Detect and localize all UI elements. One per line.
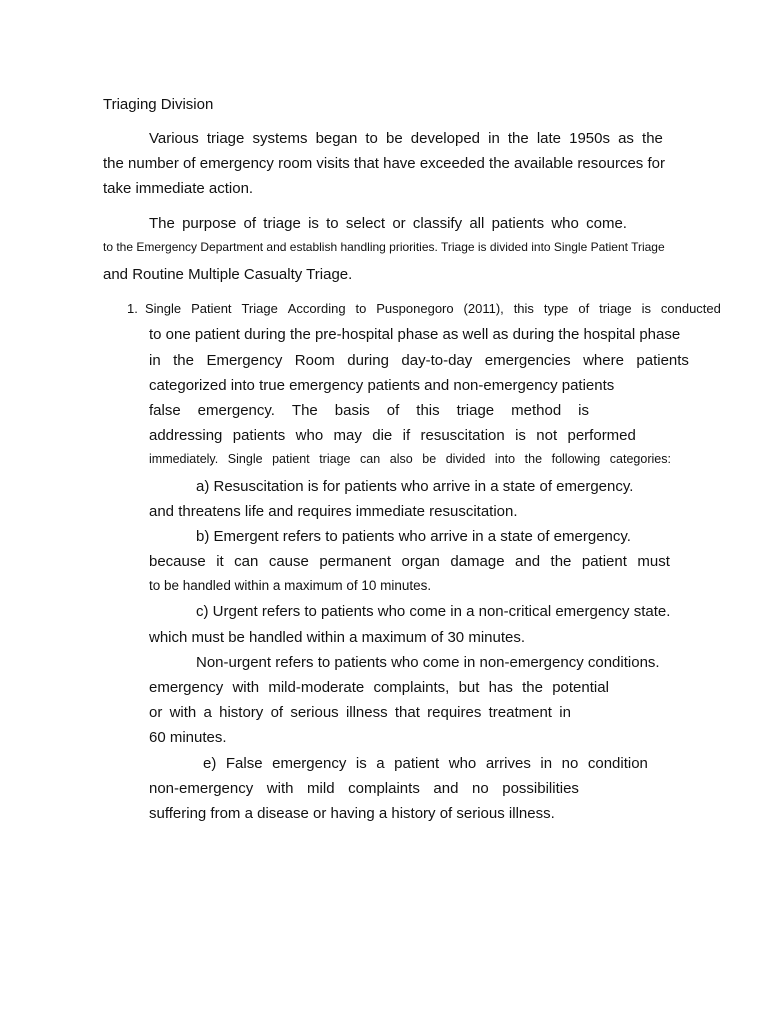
word: performed	[567, 427, 636, 444]
word: can	[360, 452, 381, 466]
word: Triage	[241, 301, 278, 316]
document-heading: Triaging Division	[103, 96, 214, 113]
word: patient	[272, 452, 310, 466]
word: to	[326, 215, 339, 232]
word: According	[287, 301, 346, 316]
category-e-line	[149, 781, 579, 796]
word: in	[540, 755, 553, 772]
word: of	[578, 301, 590, 316]
word: triage	[599, 301, 632, 316]
category-d-line: 60 minutes.	[149, 729, 227, 746]
word: this	[416, 402, 440, 419]
paragraph-line: and Routine Multiple Casualty Triage.	[103, 266, 353, 283]
category-c-line: c) Urgent refers to patients who come in a non-critical emergency state.	[196, 603, 671, 620]
word: late	[536, 130, 562, 147]
word: the	[550, 553, 572, 570]
word: e)	[203, 755, 217, 772]
word: be	[386, 130, 403, 147]
category-e-line	[203, 756, 648, 771]
category-d-line	[149, 705, 571, 720]
word: damage	[450, 553, 505, 570]
word: die	[372, 427, 393, 444]
word: and	[433, 780, 459, 797]
word: mild-moderate	[268, 679, 365, 696]
word: categories:	[609, 452, 671, 466]
word: serious	[290, 704, 339, 721]
word: may	[333, 427, 362, 444]
word: Pusponegoro	[376, 301, 454, 316]
word: is	[355, 755, 367, 772]
word: method	[511, 402, 562, 419]
word: emergency.	[197, 402, 275, 419]
word: of	[243, 215, 257, 232]
word: the	[642, 130, 663, 147]
word: emergencies	[484, 352, 571, 369]
category-b-line: to be handled within a maximum of 10 minutes.	[149, 578, 432, 593]
category-a-line: and threatens life and requires immediate resuscitation.	[149, 503, 518, 520]
word: must	[637, 553, 670, 570]
word: began	[315, 130, 358, 147]
word: patients	[491, 215, 545, 232]
word: also	[389, 452, 413, 466]
word: or	[149, 704, 163, 721]
word: of	[386, 402, 400, 419]
word: and	[515, 553, 541, 570]
word: in	[149, 352, 161, 369]
word: history	[219, 704, 264, 721]
category-a-line: a) Resuscitation is for patients who arrive in a state of emergency.	[196, 478, 634, 495]
list-number: 1.	[127, 301, 138, 316]
word: no	[471, 780, 489, 797]
word: purpose	[182, 215, 237, 232]
word: The	[149, 215, 175, 232]
word: it	[216, 553, 224, 570]
word: that	[394, 704, 420, 721]
word: false	[149, 402, 181, 419]
word: following	[551, 452, 601, 466]
word: False	[225, 755, 263, 772]
paragraph-line	[149, 131, 663, 146]
word: to	[355, 301, 367, 316]
word: if	[402, 427, 411, 444]
word: requires	[427, 704, 482, 721]
word: illness	[345, 704, 388, 721]
category-b-line: b) Emergent refers to patients who arrive in a state of emergency.	[196, 528, 631, 545]
word: divided	[445, 452, 486, 466]
category-b-line	[149, 554, 670, 569]
category-e-line: suffering from a disease or having a history of serious illness.	[149, 805, 555, 822]
category-d-line: Non-urgent refers to patients who come in non-emergency conditions.	[196, 654, 660, 671]
word: patient	[394, 755, 440, 772]
word: as	[618, 130, 634, 147]
word: condition	[587, 755, 648, 772]
word: systems	[252, 130, 308, 147]
paragraph-line: take immediate action.	[103, 180, 254, 197]
word: The	[291, 402, 318, 419]
word: Single	[227, 452, 263, 466]
word: select	[345, 215, 386, 232]
paragraph-line: to the Emergency Department and establish handling priorities. Triage is divided into Single Patient Triage	[103, 240, 665, 254]
word: type	[543, 301, 569, 316]
word: basis	[334, 402, 370, 419]
word: come.	[586, 215, 627, 232]
word: arrives	[485, 755, 531, 772]
word: Single	[145, 301, 182, 316]
category-d-line	[149, 680, 609, 695]
word: triage	[263, 215, 301, 232]
word: cause	[268, 553, 309, 570]
word: or	[392, 215, 406, 232]
word: patient	[581, 553, 627, 570]
list-item-line	[149, 353, 689, 368]
word: complaints,	[373, 679, 450, 696]
word: this	[513, 301, 534, 316]
paragraph-line: the number of emergency room visits that have exceeded the available resources for	[103, 155, 665, 172]
word: possibilities	[502, 780, 579, 797]
list-item-line	[145, 302, 721, 315]
word: resuscitation	[420, 427, 505, 444]
word: Room	[294, 352, 335, 369]
list-item-line	[149, 453, 671, 466]
word: the	[522, 679, 543, 696]
word: but	[458, 679, 480, 696]
word: triage	[456, 402, 495, 419]
word: where	[583, 352, 624, 369]
word: Patient	[191, 301, 232, 316]
word: during	[347, 352, 389, 369]
word: is	[515, 427, 526, 444]
word: 1950s	[569, 130, 610, 147]
list-item-line	[149, 428, 636, 443]
word: of	[270, 704, 284, 721]
word: conducted	[660, 301, 721, 316]
word: is	[578, 402, 589, 419]
paragraph-line	[149, 216, 627, 231]
word: is	[641, 301, 651, 316]
word: can	[234, 553, 259, 570]
word: complaints	[348, 780, 420, 797]
list-item-line: to one patient during the pre-hospital phase as well as during the hospital phase	[149, 326, 681, 343]
word: patients	[636, 352, 689, 369]
word: to	[365, 130, 378, 147]
word: triage	[206, 130, 245, 147]
word: in	[559, 704, 571, 721]
word: permanent	[319, 553, 392, 570]
word: emergency	[149, 679, 224, 696]
word: organ	[401, 553, 440, 570]
list-item-line: categorized into true emergency patients and non-emergency patients	[149, 377, 615, 394]
word: who	[448, 755, 477, 772]
word: be	[422, 452, 437, 466]
word: in	[488, 130, 500, 147]
word: a	[376, 755, 385, 772]
word: developed	[410, 130, 481, 147]
word: into	[494, 452, 516, 466]
word: no	[561, 755, 579, 772]
word: all	[469, 215, 485, 232]
word: with	[169, 704, 197, 721]
word: triage	[319, 452, 351, 466]
word: with	[232, 679, 260, 696]
word: who	[295, 427, 324, 444]
word: non-emergency	[149, 780, 254, 797]
word: mild	[307, 780, 335, 797]
word: Emergency	[206, 352, 283, 369]
word: addressing	[149, 427, 223, 444]
word: (2011),	[463, 301, 504, 316]
word: the	[507, 130, 529, 147]
category-c-line: which must be handled within a maximum of 30 minutes.	[149, 629, 526, 646]
word: a	[203, 704, 212, 721]
word: day-to-day	[401, 352, 473, 369]
word: not	[536, 427, 558, 444]
word: who	[551, 215, 579, 232]
word: treatment	[488, 704, 552, 721]
word: with	[266, 780, 294, 797]
word: emergency	[272, 755, 347, 772]
word: because	[149, 553, 206, 570]
word: the	[524, 452, 543, 466]
word: is	[308, 215, 319, 232]
word: classify	[412, 215, 463, 232]
word: the	[173, 352, 194, 369]
word: immediately.	[149, 452, 219, 466]
word: Various	[149, 130, 199, 147]
word: potential	[552, 679, 609, 696]
list-item-line	[149, 403, 589, 418]
word: patients	[232, 427, 286, 444]
word: has	[488, 679, 513, 696]
